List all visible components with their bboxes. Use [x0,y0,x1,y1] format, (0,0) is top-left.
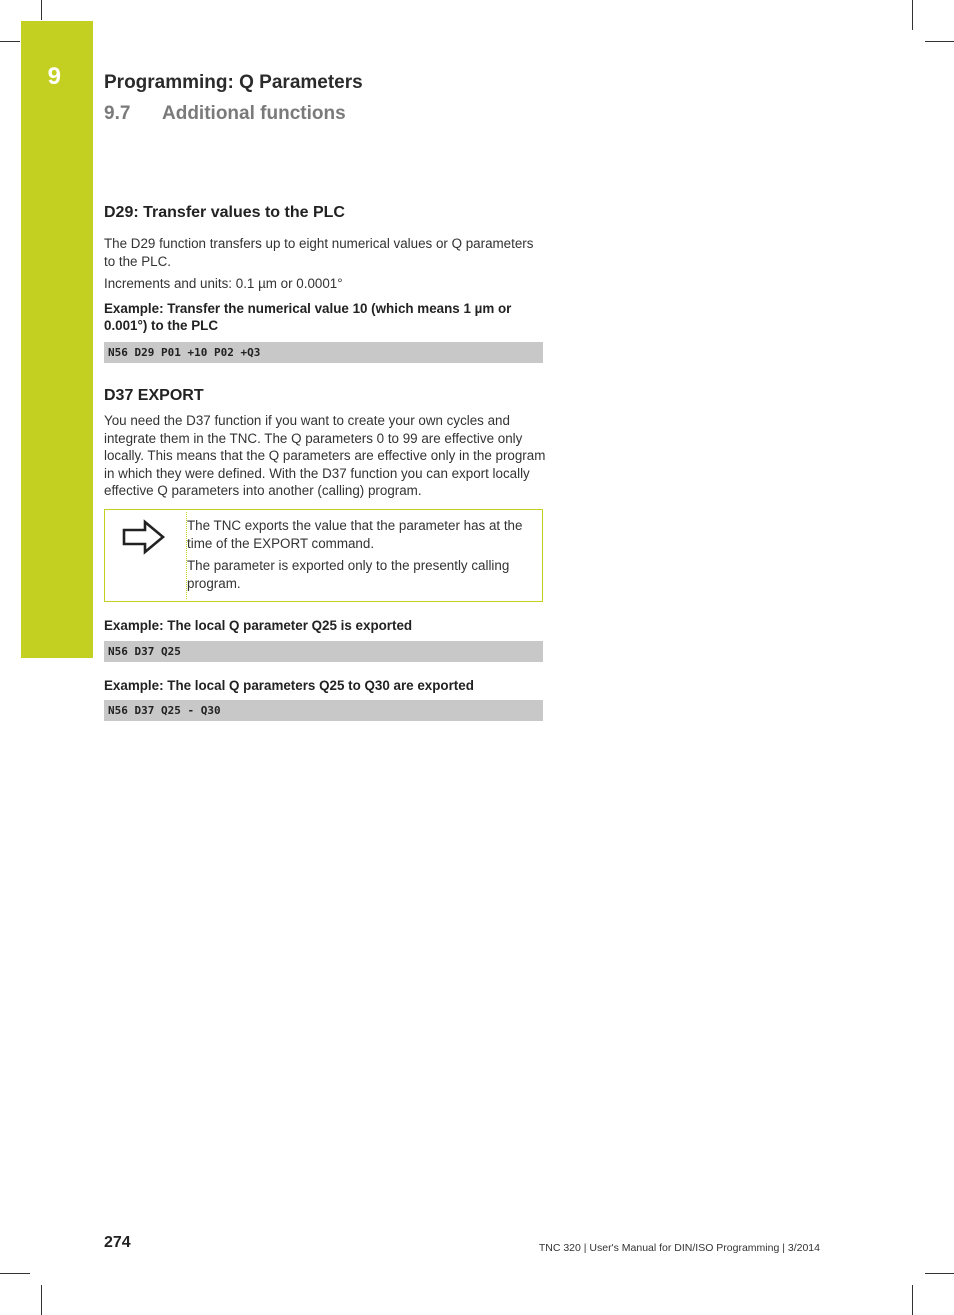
d29-example-label: Example: Transfer the numerical value 10 (which means 1 µm or 0.001°) to the PLC [104,300,512,334]
section-name: Additional functions [162,103,346,124]
section-number: 9.7 [104,103,131,124]
d29-paragraph: The D29 function transfers up to eight numerical values or Q parameters to the PLC. [104,236,534,269]
d37-example1-code: N56 D37 Q25 [104,641,543,662]
crop-mark [925,41,954,42]
note-line: The parameter is exported only to the presently calling program. [187,558,510,591]
crop-mark [0,41,20,42]
crop-mark [0,1273,30,1274]
note-box [104,509,543,602]
note-line: The TNC exports the value that the parameter has at the time of the EXPORT command. [187,517,523,551]
d29-units: Increments and units: 0.1 µm or 0.0001° [104,276,343,292]
chapter-title: Programming: Q Parameters [104,72,363,93]
crop-mark [41,0,42,20]
d29-code-block: N56 D29 P01 +10 P02 +Q3 [104,342,543,363]
arrow-right-icon [121,518,167,556]
crop-mark [41,1285,42,1315]
crop-mark [912,1285,913,1315]
d37-example1-label: Example: The local Q parameter Q25 is exported [104,617,413,633]
footer-text: TNC 320 | User's Manual for DIN/ISO Programming | 3/2014 [538,1242,820,1254]
chapter-number: 9 [47,63,61,90]
crop-mark [925,1273,954,1274]
d29-heading: D29: Transfer values to the PLC [104,204,345,221]
d37-example2-label: Example: The local Q parameters Q25 to Q30 are exported [104,677,474,693]
d37-heading: D37 EXPORT [104,386,204,404]
crop-mark [912,0,913,30]
d37-paragraph: You need the D37 function if you want to create your own cycles and integrate them in the TNC. The Q parameters 0 to 99 are effective only locally. This means that the Q parameters are effective only in the program in which they were defined. With the D37 function you can export locally effective Q parameters into another (calling) program. [104,412,546,499]
section-title [104,103,346,125]
note-text [187,517,535,592]
page-number: 274 [104,1234,131,1251]
d37-example2-code: N56 D37 Q25 - Q30 [104,700,543,721]
chapter-side-bar [21,21,93,658]
page-content [104,204,546,721]
